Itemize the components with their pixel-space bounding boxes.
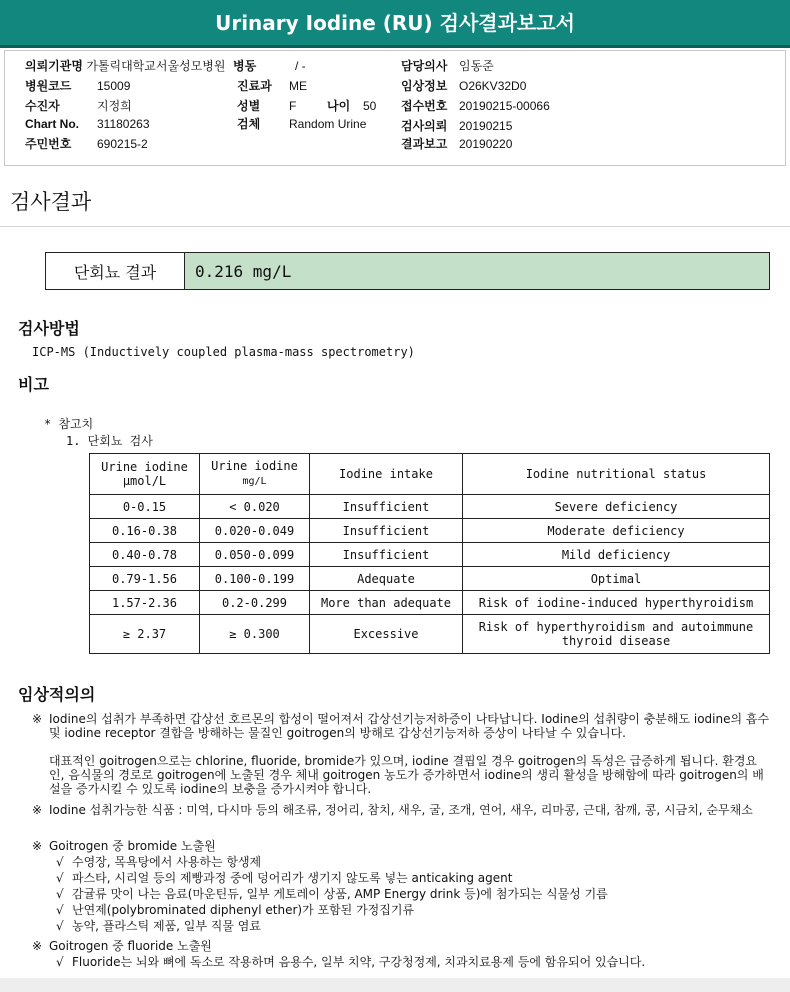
- reference-table: [89, 453, 770, 654]
- table-cell: Moderate deficiency: [463, 519, 770, 543]
- list-item-text: 파스타, 시리얼 등의 제빵과정 중에 덩어리가 생기지 않도록 넣는 anticaking agent: [72, 871, 513, 885]
- info-value: 31180263: [97, 117, 150, 131]
- table-cell: Adequate: [310, 567, 463, 591]
- info-key: Chart No.: [25, 117, 79, 131]
- info-doctor: [401, 57, 494, 74]
- info-patient: [25, 97, 132, 114]
- table-row: [90, 615, 770, 654]
- table-row: [90, 567, 770, 591]
- table-cell: Risk of iodine-induced hyperthyroidism: [463, 591, 770, 615]
- table-header-cell: [310, 454, 463, 495]
- check-icon: √: [56, 919, 64, 933]
- list-item-text: 감귤류 맛이 나는 음료(마운틴듀, 일부 게토레이 상품, AMP Energy drink 등)에 첨가되는 식물성 기름: [72, 887, 608, 901]
- check-icon: √: [56, 871, 64, 885]
- info-value: 가톨릭대학교서울성모병원: [86, 59, 226, 73]
- table-row: [90, 543, 770, 567]
- note-mark-icon: ※: [32, 939, 43, 953]
- info-department: [237, 77, 307, 94]
- clinical-note: [32, 839, 772, 853]
- result-heading: 검사결과: [10, 190, 92, 214]
- reference-subtitle: 1. 단회뇨 검사: [66, 434, 153, 448]
- note-text: Goitrogen 중 fluoride 노출원: [49, 939, 212, 953]
- header-line: Urine iodine: [211, 459, 298, 473]
- info-key: 결과보고: [401, 137, 448, 151]
- note-text: Iodine의 섭취가 부족하면 갑상선 호르몬의 합성이 떨어져서 갑상선기능저하증이 나타납니다. Iodine의 섭취량이 충분해도 iodine의 흡수 및 iodine receptor 결합을 방해하는 물질인 goitrogen의 방해로 갑상선기능저하 증상이 나타날 수 있습니다.: [49, 712, 770, 740]
- info-clinical: [401, 77, 526, 94]
- list-item-text: 농약, 플라스틱 제품, 일부 직물 염료: [72, 919, 261, 933]
- method-text: ICP-MS (Inductively coupled plasma-mass spectrometry): [32, 345, 415, 359]
- info-key: 주민번호: [25, 137, 72, 151]
- list-item: [56, 855, 261, 869]
- info-key: 진료과: [237, 79, 272, 93]
- note-mark-icon: ※: [32, 839, 43, 853]
- info-value: 690215-2: [97, 137, 148, 151]
- table-cell: Mild deficiency: [463, 543, 770, 567]
- info-request-date: [401, 117, 512, 134]
- list-item-text: 난연제(polybrominated diphenyl ether)가 포함된 가정집기류: [72, 903, 415, 917]
- info-value: 20190215: [459, 119, 513, 133]
- result-box: [45, 252, 770, 290]
- info-chart-no: [25, 117, 150, 131]
- note-text: Iodine 섭취가능한 식품 : 미역, 다시마 등의 해조류, 정어리, 참치, 새우, 굴, 조개, 연어, 새우, 리마콩, 근대, 참깨, 콩, 시금치, 순무채소: [49, 803, 753, 817]
- table-cell: Severe deficiency: [463, 495, 770, 519]
- result-label: 단회뇨 결과: [46, 253, 185, 289]
- table-cell: ≥ 0.300: [200, 615, 310, 654]
- info-key: 성별: [237, 99, 261, 113]
- table-cell: Insufficient: [310, 543, 463, 567]
- info-hospital-code: [25, 77, 130, 94]
- clinical-note: [32, 803, 772, 817]
- table-cell: More than adequate: [310, 591, 463, 615]
- list-item: [56, 955, 645, 969]
- info-key: 검체: [237, 117, 261, 131]
- info-key: 병원코드: [25, 79, 72, 93]
- check-icon: √: [56, 855, 64, 869]
- header-line: mg/L: [242, 476, 267, 487]
- table-cell: 0.2-0.299: [200, 591, 310, 615]
- table-header-cell: [463, 454, 770, 495]
- list-item: [56, 887, 608, 901]
- table-row: [90, 495, 770, 519]
- info-ward: [233, 57, 306, 74]
- table-cell: 0.79-1.56: [90, 567, 200, 591]
- footer-strip: [0, 978, 790, 992]
- info-key: 의뢰기관명: [25, 59, 83, 73]
- table-cell: ≥ 2.37: [90, 615, 200, 654]
- info-key: 담당의사: [401, 59, 448, 73]
- method-heading: 검사방법: [18, 319, 80, 338]
- table-header-cell: [200, 454, 310, 495]
- note-mark-icon: ※: [32, 803, 43, 817]
- check-icon: √: [56, 903, 64, 917]
- header-line: Iodine nutritional status: [525, 467, 707, 481]
- info-value: Random Urine: [289, 117, 367, 131]
- info-sex: [237, 97, 296, 114]
- table-header-cell: [90, 454, 200, 495]
- clinical-note: [32, 754, 772, 796]
- table-cell: 1.57-2.36: [90, 591, 200, 615]
- list-item: [56, 871, 512, 885]
- table-cell: 0.050-0.099: [200, 543, 310, 567]
- note-mark-icon: ※: [32, 712, 43, 726]
- info-value: ME: [289, 79, 307, 93]
- result-value: 0.216 mg/L: [185, 253, 769, 289]
- info-resident-no: [25, 135, 148, 152]
- clinical-note: [32, 712, 772, 740]
- clinical-note: [32, 939, 772, 953]
- report-title: Urinary Iodine (RU) 검사결과보고서: [0, 0, 790, 48]
- check-icon: √: [56, 955, 64, 969]
- info-value: 지정희: [97, 99, 132, 113]
- table-cell: Insufficient: [310, 495, 463, 519]
- header-line: Iodine intake: [339, 467, 433, 481]
- remarks-heading: 비고: [18, 375, 49, 394]
- info-value: O26KV32D0: [459, 79, 527, 93]
- header-line: Urine iodine: [101, 460, 188, 474]
- info-report-date: [401, 135, 512, 152]
- check-icon: √: [56, 887, 64, 901]
- info-value: 50: [363, 99, 377, 113]
- info-age: [327, 97, 376, 114]
- list-item: [56, 919, 261, 933]
- info-key: 나이: [327, 99, 351, 113]
- table-cell: 0.100-0.199: [200, 567, 310, 591]
- reference-title: * 참고치: [44, 417, 94, 431]
- table-row: [90, 591, 770, 615]
- info-key: 수진자: [25, 99, 60, 113]
- note-text: 대표적인 goitrogen으로는 chlorine, fluoride, bromide가 있으며, iodine 결핍일 경우 goitrogen의 독성은 급증하게 됩니다. 환경요인, 음식물의 경로로 goitrogen에 노출된 경우 체내 goitrogen 농도가 증가하면서 iodine의 생리 활성을 방해함에 따라 goitrogen의 배설을 증가시킬 수 있도록 iodine의 보충을 증가시켜야 합니다.: [49, 754, 764, 796]
- info-key: 접수번호: [401, 99, 448, 113]
- info-key: 병동: [233, 59, 257, 73]
- info-value: 15009: [97, 79, 131, 93]
- info-value: 20190220: [459, 137, 513, 151]
- table-header-row: [90, 454, 770, 495]
- info-specimen: [237, 115, 366, 132]
- divider: [0, 226, 790, 227]
- table-cell: Insufficient: [310, 519, 463, 543]
- clinical-heading: 임상적의의: [18, 685, 96, 704]
- info-value: 임동준: [459, 59, 494, 73]
- info-value: / -: [295, 59, 306, 73]
- info-receipt-no: [401, 97, 550, 114]
- info-key: 검사의뢰: [401, 119, 448, 133]
- table-cell: 0.020-0.049: [200, 519, 310, 543]
- list-item: [56, 903, 414, 917]
- patient-info-box: [4, 50, 786, 166]
- table-cell: 0-0.15: [90, 495, 200, 519]
- info-value: F: [289, 99, 297, 113]
- table-cell: < 0.020: [200, 495, 310, 519]
- table-cell: 0.16-0.38: [90, 519, 200, 543]
- table-cell: Optimal: [463, 567, 770, 591]
- info-value: 20190215-00066: [459, 99, 550, 113]
- table-cell: Excessive: [310, 615, 463, 654]
- info-hospital: [25, 57, 225, 74]
- table-cell: 0.40-0.78: [90, 543, 200, 567]
- table-cell: Risk of hyperthyroidism and autoimmune thyroid disease: [463, 615, 770, 654]
- header-line: μmol/L: [122, 474, 167, 488]
- list-item-text: Fluoride는 뇌와 뼈에 독소로 작용하며 음용수, 일부 치약, 구강청정제, 치과치료용제 등에 함유되어 있습니다.: [72, 955, 646, 969]
- table-row: [90, 519, 770, 543]
- list-item-text: 수영장, 목욕탕에서 사용하는 항생제: [72, 855, 262, 869]
- info-key: 임상정보: [401, 79, 448, 93]
- note-text: Goitrogen 중 bromide 노출원: [49, 839, 216, 853]
